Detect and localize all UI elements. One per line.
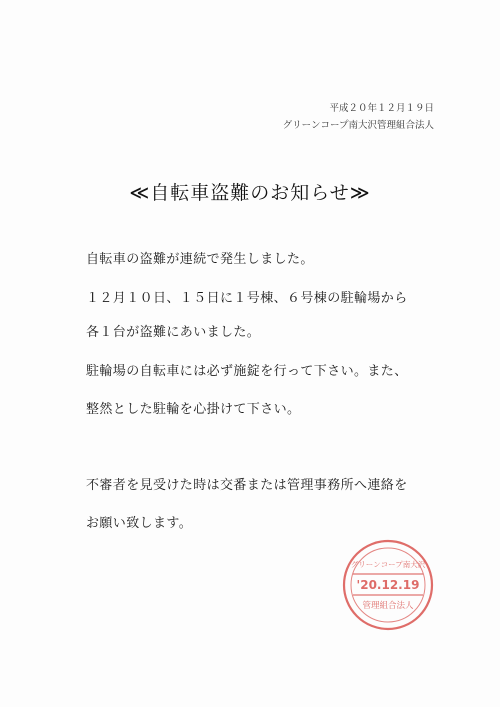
stamp-bottom-text: 管理組合法人 — [362, 601, 414, 611]
notice-title: ≪自転車盗難のお知らせ≫ — [129, 182, 371, 204]
body-line-3: 各１台が盗難にあいました。 — [86, 325, 261, 340]
body-line-1: 自転車の盗難が連続で発生しました。 — [86, 252, 314, 267]
header-block — [283, 100, 434, 134]
issuing-organization: グリーンコープ南大沢管理組合法人 — [282, 120, 434, 131]
organization-seal-stamp — [341, 538, 435, 632]
body-line-7: お願い致します。 — [86, 516, 193, 531]
stamp-date-text: '20.12.19 — [356, 578, 420, 592]
body-line-5: 整然とした駐輪を心掛けて下さい。 — [86, 402, 301, 417]
body-line-2: １２月１０日、１５日に１号棟、６号棟の駐輪場から — [86, 291, 408, 306]
body-line-6: 不審者を見受けた時は交番または管理事務所へ連絡を — [86, 478, 408, 493]
body-line-4: 駐輪場の自転車には必ず施錠を行って下さい。また、 — [86, 364, 408, 379]
stamp-top-text: グリーンコープ南大沢 — [350, 560, 426, 569]
issue-date: 平成２０年１２月１９日 — [329, 103, 434, 114]
